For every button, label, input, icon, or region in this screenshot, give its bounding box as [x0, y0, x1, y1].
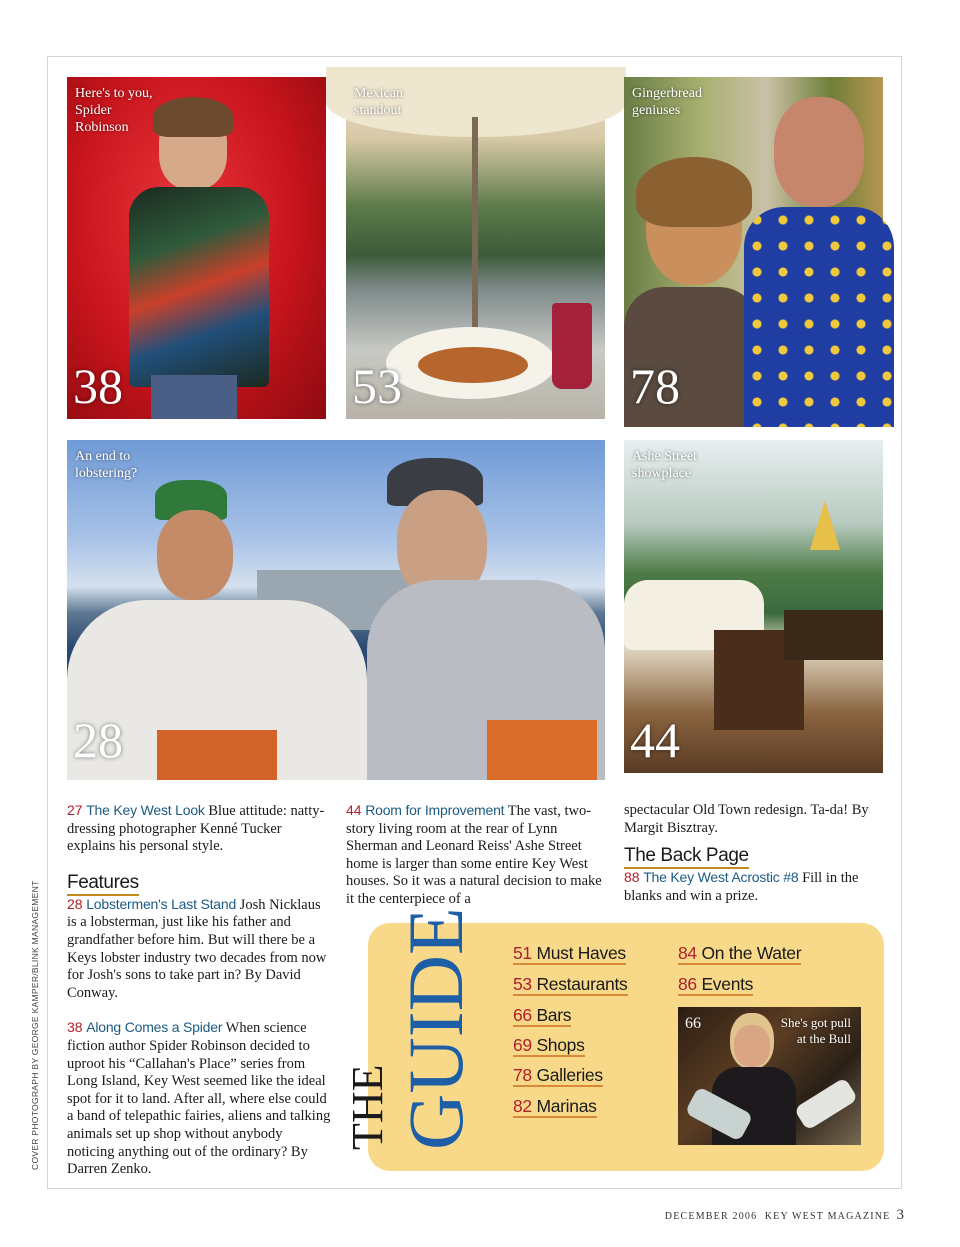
- photo-spider-robinson[interactable]: [67, 77, 326, 419]
- guide-item[interactable]: [513, 1035, 585, 1057]
- article-page-number: 88: [624, 869, 640, 886]
- guide-item-page: 53: [513, 974, 532, 994]
- guide-title: [340, 907, 479, 1160]
- photo-gingerbread-geniuses[interactable]: [624, 77, 883, 419]
- page-number: 53: [352, 358, 402, 414]
- guide-item-page: 51: [513, 943, 532, 963]
- guide-item-page: 86: [678, 974, 697, 994]
- photo-credit: COVER PHOTOGRAPH BY GEORGE KAMPER/BLINK MANAGEMENT: [30, 880, 40, 1170]
- guide-item-label: On the Water: [701, 943, 802, 963]
- guide-item[interactable]: [678, 974, 753, 996]
- article-acrostic: [624, 869, 886, 905]
- guide-item[interactable]: [513, 943, 626, 965]
- article-key-west-look: [67, 802, 332, 856]
- folio-page-number: 3: [896, 1207, 904, 1223]
- column-three: [624, 802, 886, 905]
- article-continuation: spectacular Old Town redesign. Ta-da! By Margit Bisztray.: [624, 802, 869, 836]
- guide-item-label: Events: [701, 974, 754, 994]
- guide-item-label: Marinas: [536, 1096, 597, 1116]
- guide-item-label: Galleries: [536, 1065, 603, 1085]
- guide-item-page: 66: [513, 1005, 532, 1025]
- page-number: 28: [73, 712, 123, 768]
- back-page-heading: The Back Page: [624, 845, 749, 869]
- photo-bull-bartender[interactable]: [678, 1007, 861, 1145]
- guide-item[interactable]: [513, 1005, 571, 1027]
- article-title-link[interactable]: Room for Improvement: [365, 802, 505, 818]
- article-page-number: 38: [67, 1019, 83, 1036]
- article-title-link[interactable]: The Key West Acrostic #8: [643, 869, 799, 886]
- article-title-link[interactable]: Lobstermen's Last Stand: [86, 895, 237, 912]
- article-blurb: The vast, two-story living room at the rear of Lynn Sherman and Leonard Reiss' Ashe Street home is larger than some entire Key West houses. So it was a natural decision to make it the centerpiece of a: [346, 803, 602, 907]
- photo-caption: Gingerbread geniuses: [632, 86, 702, 118]
- article-title-link[interactable]: Along Comes a Spider: [86, 1019, 223, 1036]
- photo-lobstermen[interactable]: [67, 440, 605, 773]
- article-blurb: Fill in the blanks and win a prize.: [624, 870, 859, 904]
- photo-caption: Ashe Street showplace: [632, 449, 697, 481]
- article-lobstermen: [67, 896, 332, 1003]
- photo-caption: Here's to you, Spider Robinson: [75, 86, 153, 135]
- photo-ashe-street[interactable]: [624, 440, 883, 773]
- column-two: [346, 802, 606, 909]
- article-page-number: 28: [67, 895, 83, 912]
- article-title-link[interactable]: The Key West Look: [86, 802, 205, 818]
- guide-item-label: Restaurants: [536, 974, 628, 994]
- guide-title-guide: GUIDE: [392, 907, 479, 1150]
- page-footer: [665, 1207, 904, 1224]
- guide-item-page: 78: [513, 1065, 532, 1085]
- page-number: 78: [630, 358, 680, 414]
- features-heading: Features: [67, 872, 139, 896]
- photo-caption: An end to lobstering?: [75, 449, 138, 481]
- guide-item[interactable]: [513, 1065, 603, 1087]
- article-spider: [67, 1019, 332, 1178]
- column-one: [67, 802, 332, 1179]
- article-blurb: When science fiction author Spider Robinson decided to uproot his “Callahan's Place” series from Long Island, Key West seemed like the ideal spot for it to land. After all, where else could a band of telepathic fairies, aliens and talking animals set up shop without anybody noticing anything out of the ordinary? By Darren Zenko.: [67, 1020, 331, 1178]
- photo-page-number: 66: [685, 1015, 701, 1032]
- guide-item[interactable]: [513, 1096, 597, 1118]
- guide-item-label: Bars: [536, 1005, 572, 1025]
- article-page-number: 44: [346, 802, 362, 818]
- guide-item[interactable]: [513, 974, 628, 996]
- guide-title-the: THE: [343, 1064, 392, 1150]
- photo-caption: Mexican standout: [354, 86, 403, 118]
- page-number: 44: [630, 712, 680, 768]
- guide-item-label: Must Haves: [536, 943, 626, 963]
- guide-item-label: Shops: [536, 1035, 585, 1055]
- photo-mexican-standout[interactable]: [346, 77, 605, 419]
- guide-item-page: 82: [513, 1096, 532, 1116]
- guide-item[interactable]: [678, 943, 801, 965]
- article-page-number: 27: [67, 802, 83, 818]
- article-blurb: Blue attitude: natty-dressing photographer Kenné Tucker explains his personal style.: [67, 803, 325, 855]
- photo-caption: She's got pull at the Bull: [780, 1015, 851, 1046]
- article-room-improvement: [346, 802, 606, 909]
- page-number: 38: [73, 358, 123, 414]
- article-blurb: Josh Nicklaus is a lobsterman, just like his father and grandfather before him. But will there be a Keys lobster industry two decades from now for Josh's sons to take part in? By David Conway.: [67, 896, 327, 1001]
- guide-item-page: 84: [678, 943, 697, 963]
- footer-issue: DECEMBER 2006 KEY WEST MAGAZINE: [664, 1211, 891, 1222]
- guide-item-page: 69: [513, 1035, 532, 1055]
